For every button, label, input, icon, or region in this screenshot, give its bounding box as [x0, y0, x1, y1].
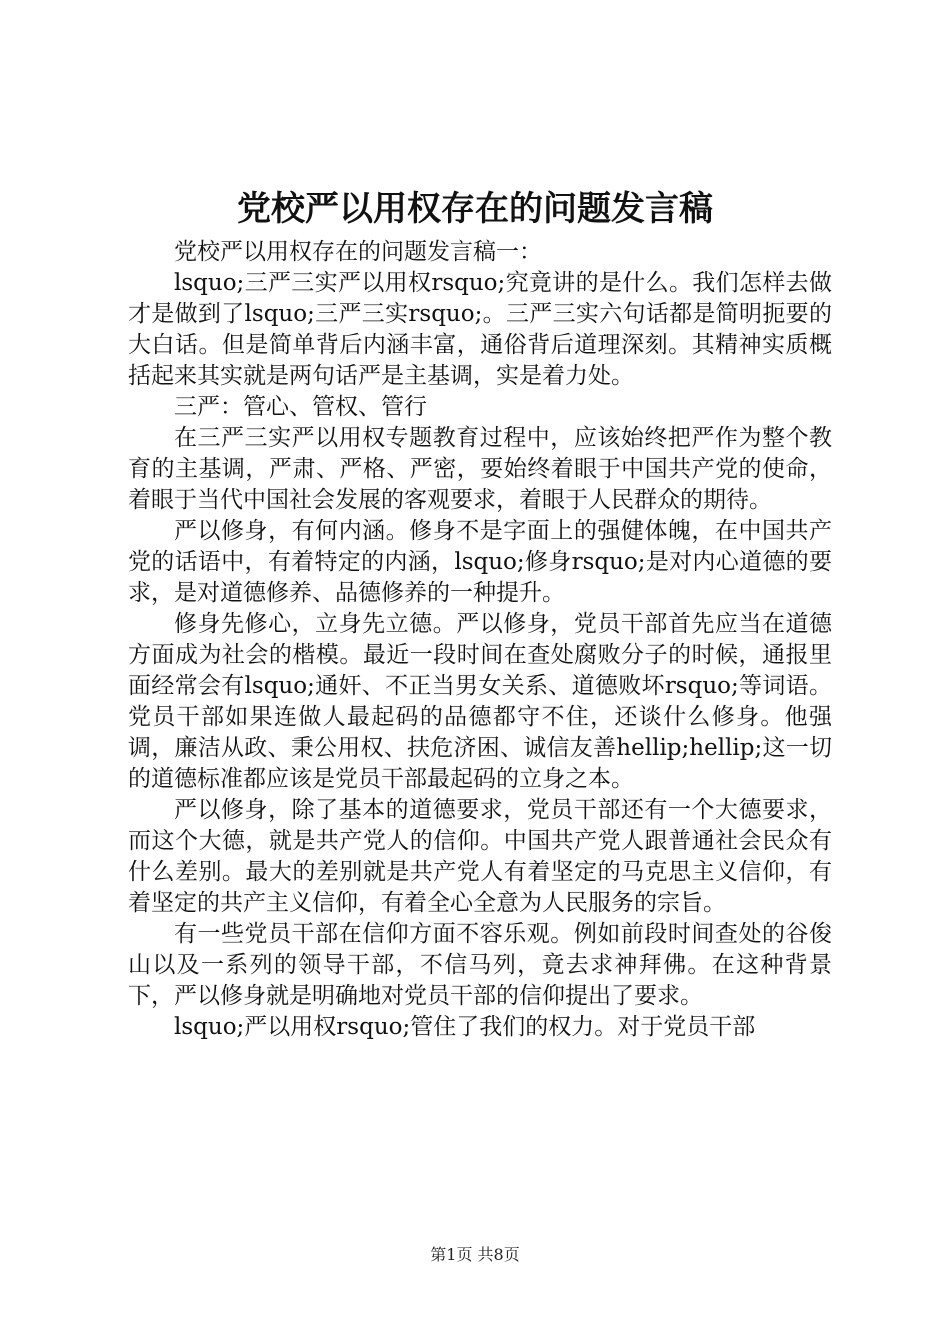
- paragraph-7: 严以修身，除了基本的道德要求，党员干部还有一个大德要求，而这个大德，就是共产党人的信仰。中国共产党人跟普通社会民众有什么差别。最大的差别就是共产党人有着坚定的马克思主义信仰，有着坚定的共产主义信仰，有着全心全意为人民服务的宗旨。: [128, 797, 832, 916]
- paragraph-6: 修身先修心，立身先立德。严以修身，党员干部首先应当在道德方面成为社会的楷模。最近一段时间在查处腐败分子的时候，通报里面经常会有lsquo;通奸、不正当男女关系、道德败坏rsquo;等词语。党员干部如果连做人最起码的品德都守不住，还谈什么修身。他强调，廉洁从政、秉公用权、扶危济困、诚信友善hellip;hellip;这一切的道德标准都应该是党员干部最起码的立身之本。: [128, 611, 832, 792]
- paragraph-2: lsquo;三严三实严以用权rsquo;究竟讲的是什么。我们怎样去做才是做到了lsquo;三严三实rsquo;。三严三实六句话都是简明扼要的大白话。但是简单背后内涵丰富，通俗背后道理深刻。其精神实质概括起来其实就是两句话严是主基调，实是着力处。: [128, 270, 832, 389]
- paragraph-3: 三严：管心、管权、管行: [174, 394, 427, 420]
- paragraph-1: 党校严以用权存在的问题发言稿一：: [174, 239, 542, 265]
- paragraph-9: lsquo;严以用权rsquo;管住了我们的权力。对于党员干部: [174, 1014, 756, 1040]
- document-title: 党校严以用权存在的问题发言稿: [237, 189, 713, 229]
- page-number-footer: 第1页 共8页: [430, 1245, 520, 1264]
- paragraph-4: 在三严三实严以用权专题教育过程中，应该始终把严作为整个教育的主基调，严肃、严格、严密，要始终着眼于中国共产党的使命，着眼于当代中国社会发展的客观要求，着眼于人民群众的期待。: [128, 425, 832, 513]
- paragraph-5: 严以修身，有何内涵。修身不是字面上的强健体魄，在中国共产党的话语中，有着特定的内涵，lsquo;修身rsquo;是对内心道德的要求，是对道德修养、品德修养的一种提升。: [128, 518, 832, 606]
- document-body: [128, 237, 832, 1043]
- paragraph-8: 有一些党员干部在信仰方面不容乐观。例如前段时间查处的谷俊山以及一系列的领导干部，不信马列，竟去求神拜佛。在这种背景下，严以修身就是明确地对党员干部的信仰提出了要求。: [128, 921, 832, 1009]
